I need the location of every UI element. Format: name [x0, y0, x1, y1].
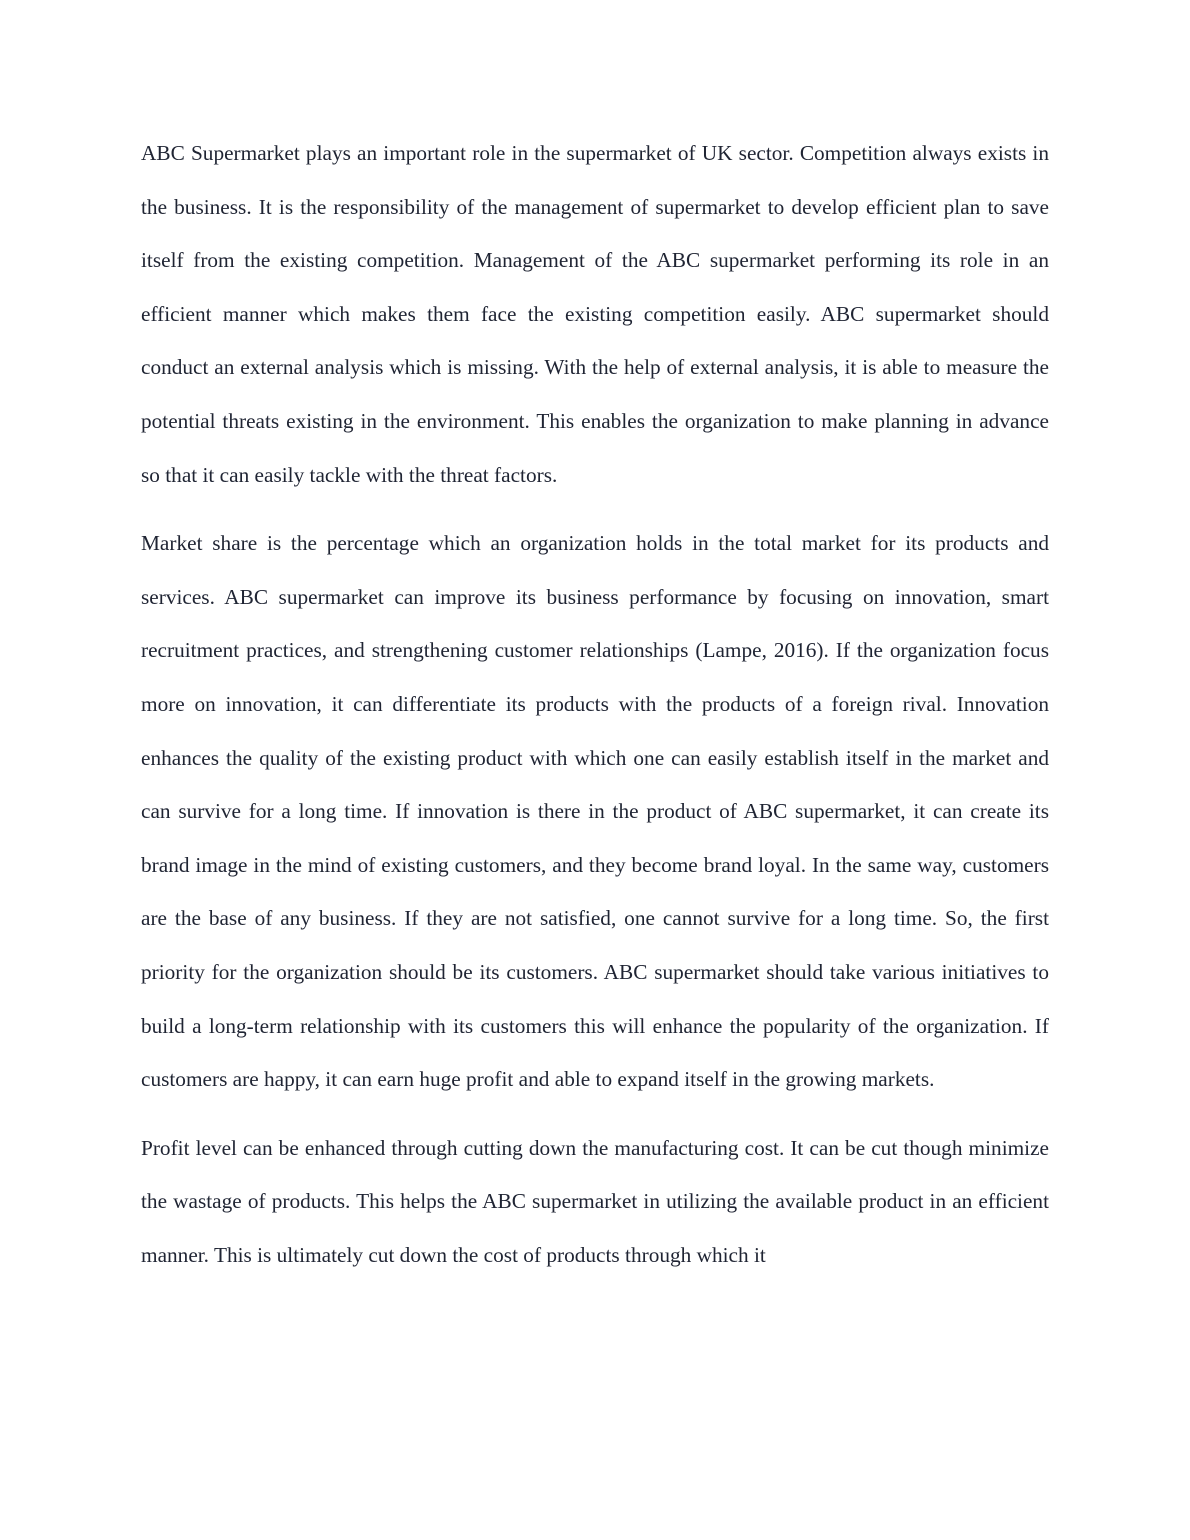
- paragraph-profit-level: Profit level can be enhanced through cutting down the manufacturing cost. It can be cut though minimize the wastage of products. This helps the ABC supermarket in utilizing the available product in an efficient manner. This is ultimately cut down the cost of products through which it: [141, 1135, 1049, 1267]
- paragraph-competition: ABC Supermarket plays an important role in the supermarket of UK sector. Competition always exists in the business. It is the responsibility of the management of supermarket to develop efficient plan to save itself from the existing competition. Management of the ABC supermarket performing its role in an efficient manner which makes them face the existing competition easily. ABC supermarket should conduct an external analysis which is missing. With the help of external analysis, it is able to measure the potential threats existing in the environment. This enables the organization to make planning in advance so that it can easily tackle with the threat factors.: [141, 141, 1049, 487]
- document-body: [141, 127, 1049, 1297]
- paragraph-market-share: Market share is the percentage which an organization holds in the total market for its products and services. ABC supermarket can improve its business performance by focusing on innovation, smart recruitment practices, and strengthening customer relationships (Lampe, 2016). If the organization focus more on innovation, it can differentiate its products with the products of a foreign rival. Innovation enhances the quality of the existing product with which one can easily establish itself in the market and can survive for a long time. If innovation is there in the product of ABC supermarket, it can create its brand image in the mind of existing customers, and they become brand loyal. In the same way, customers are the base of any business. If they are not satisfied, one cannot survive for a long time. So, the first priority for the organization should be its customers. ABC supermarket should take various initiatives to build a long-term relationship with its customers this will enhance the popularity of the organization. If customers are happy, it can earn huge profit and able to expand itself in the growing markets.: [141, 531, 1049, 1092]
